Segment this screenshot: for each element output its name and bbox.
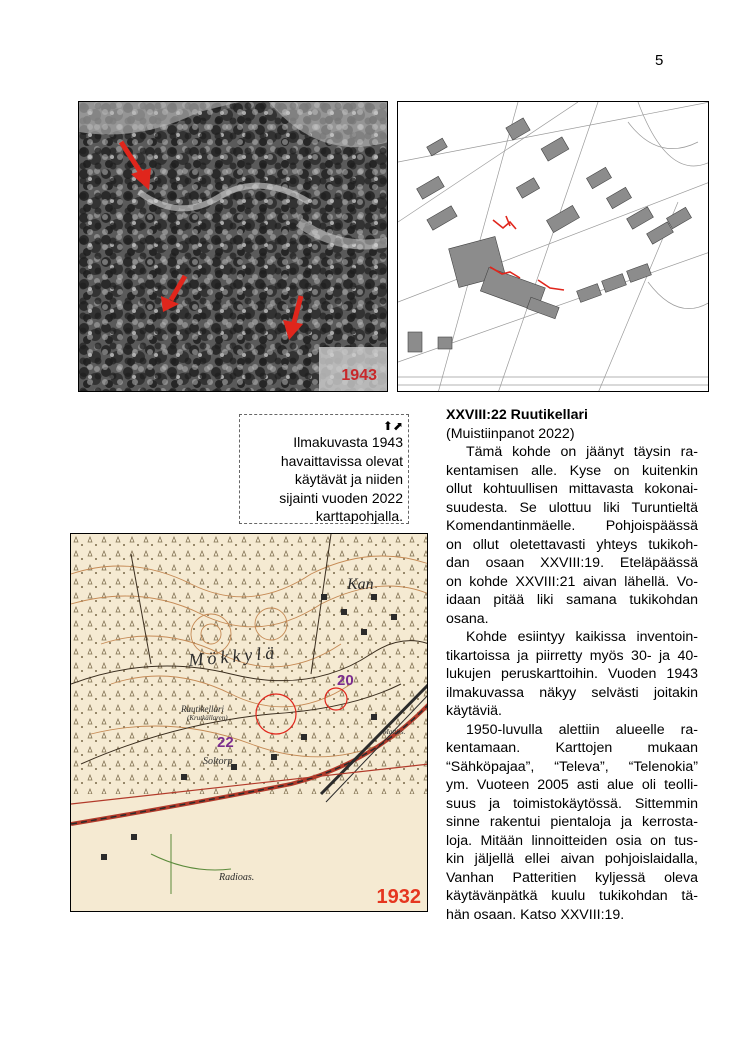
- text-line: tikartoissa ja piirretty myös 30- ja 40-: [446, 647, 698, 664]
- text-line: Tämä kohde on jäänyt täysin ra-: [466, 444, 698, 460]
- text-line: hän osaan. Katso XXVIII:19.: [446, 906, 625, 923]
- text-line: osana.: [446, 610, 489, 627]
- text-line: lukujen peruskarttoihin. Vuoden 1943: [446, 666, 698, 682]
- place-label-kan: Kan: [347, 576, 374, 593]
- red-arrow-icon: [115, 138, 155, 193]
- caption-box: [239, 414, 409, 524]
- article: [446, 406, 698, 924]
- caption-line: karttapohjalla.: [315, 508, 403, 524]
- caption-line: Ilmakuvasta 1943: [293, 434, 403, 450]
- text-line: ym. Vuoteen 2005 asti alue oli teolli-: [446, 777, 698, 793]
- text-line: idaan pitää liki samana tukikohdan: [446, 592, 698, 608]
- text-line: kentamisen alle. Kyse on kuitenkin: [446, 462, 698, 479]
- text-line: ilmakuvassa näkyy selvästi joitakin: [446, 684, 698, 701]
- modern-map-2022: [397, 101, 709, 392]
- text-line: sinne rakentui pientaloja ja kerrosta-: [446, 814, 698, 830]
- text-line: on ollut oletettavasti yhteys tukikoh-: [446, 536, 698, 553]
- place-label-soltorp: Soltorp: [203, 756, 233, 767]
- aerial-photo-1943: [78, 101, 388, 392]
- marker-20: 20: [337, 672, 354, 689]
- page-number: 5: [655, 52, 664, 69]
- red-arrow-icon: [281, 294, 309, 342]
- arrows-up-icon: ⬆⬈: [382, 419, 403, 433]
- text-line: dan osaan XXVIII:19. Eteläpäässä: [446, 555, 698, 571]
- caption-line: käytävät ja niiden: [294, 471, 403, 487]
- caption-line: havaittavissa olevat: [280, 452, 403, 469]
- place-label-mattiss: Mattiss.: [383, 728, 406, 736]
- text-line: käytäviä.: [446, 703, 502, 719]
- place-label-mokkyla: Mökkylä: [187, 642, 279, 670]
- text-line: suus ja toimistokäytössä. Sittemmin: [446, 795, 698, 812]
- text-line: loja. Mitään linnoitteiden osia on tus-: [446, 832, 698, 849]
- article-title: XXVIII:22 Ruutikellari: [446, 407, 588, 423]
- text-line: Vanhan Patteritien kyljessä oleva: [446, 869, 698, 886]
- text-line: on kohde XXVIII:21 aivan lähellä. Vo-: [446, 573, 698, 590]
- old-map-year-label: 1932: [376, 886, 421, 908]
- text-line: 1950-luvulla alettiin alueelle ra-: [466, 721, 698, 738]
- marker-22: 22: [217, 734, 234, 751]
- article-subtitle: (Muistiinpanot 2022): [446, 425, 575, 442]
- text-line: kin jäljellä ellei aivan pohjoislaidalla,: [446, 851, 698, 867]
- text-line: kentamaan. Karttojen mukaan: [446, 740, 698, 756]
- text-line: Komendantinmäelle. Pohjoispäässä: [446, 518, 698, 534]
- text-line: “Sähköpajaa”, “Televa”, “Telenokia”: [446, 758, 698, 775]
- place-label-ruutikellari: Ruutikellari: [181, 704, 224, 714]
- text-line: Kohde esiintyy kaikissa inventoin-: [466, 629, 698, 645]
- place-label-radioas: Radioas.: [219, 872, 255, 883]
- old-map-1932: [70, 533, 428, 912]
- text-line: ollut kohtuullisen mittavasta kokonai-: [446, 481, 698, 497]
- text-line: käytävänpätkä kuulu tukikohdan tä-: [446, 888, 698, 904]
- photo-year-label: 1943: [341, 367, 377, 384]
- caption-line: sijainti vuoden 2022: [279, 489, 403, 506]
- place-label-ruutikellari-alt: (Krutkällaren): [187, 714, 228, 722]
- text-line: suudesta. Se ulottuu liki Turuntieltä: [446, 499, 698, 516]
- red-arrow-icon: [159, 274, 189, 314]
